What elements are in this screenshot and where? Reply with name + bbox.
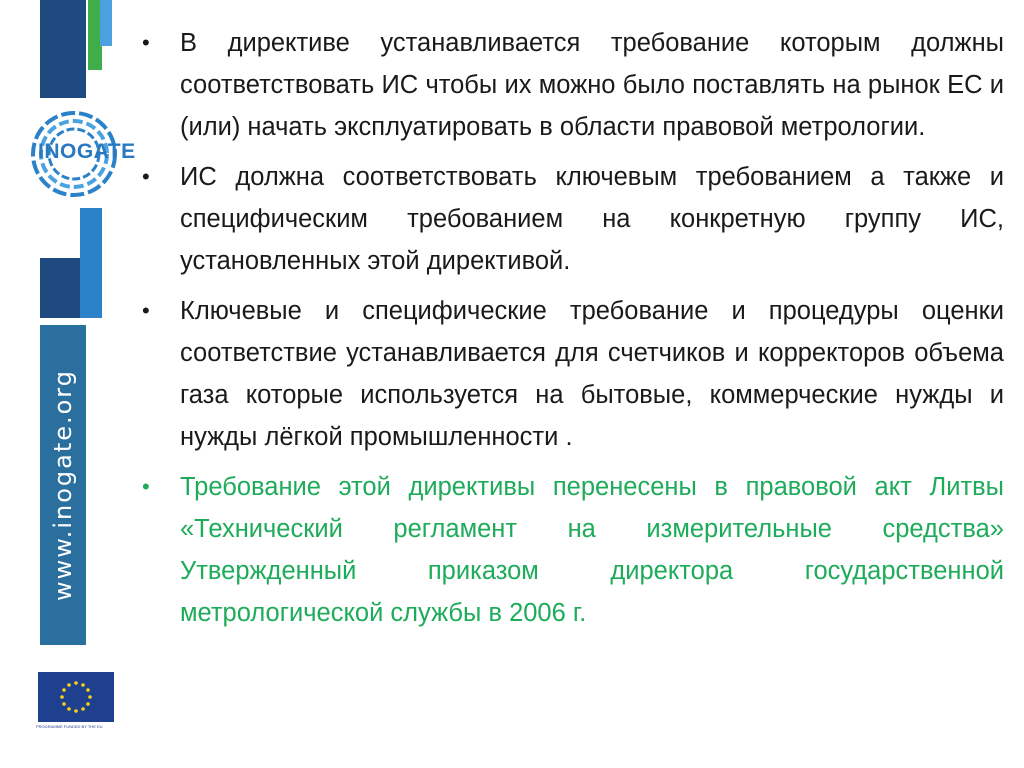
navy-block-top (40, 0, 86, 98)
bullet-text: Требование этой директивы перенесены в правовой акт Литвы «Технический регламент на измерительные средства» Утвержденный приказом директора государственной метрологической службы в 2006 г. (180, 473, 1004, 627)
bullet-text: Ключевые и специфические требование и процедуры оценки соответствие устанавливается для счетчиков и корректоров объема газа которые используется на бытовые, коммерческие нужды и нужды лёгкой промышленности . (180, 297, 1004, 451)
bullet-text: ИС должна соответствовать ключевым требованием а также и специфическим требованием на конкретную группу ИС, установленных этой директивой. (180, 163, 1004, 275)
website-url-band (40, 325, 86, 645)
left-decoration-strip (0, 0, 136, 768)
light-blue-block-top (100, 0, 112, 46)
slide-content (142, 22, 1004, 642)
eu-flag-icon (38, 672, 114, 722)
bullet-item-3 (142, 290, 1004, 458)
bullet-item-1 (142, 22, 1004, 148)
website-url: www.inogate.org (49, 369, 78, 601)
navy-block-middle (40, 258, 80, 318)
eu-stars-icon (38, 672, 114, 722)
inogate-logo-text: INOGATE (38, 140, 136, 163)
bullet-dot: • (142, 164, 150, 189)
bullet-text: В директиве устанавливается требование которым должны соответствовать ИС чтобы их можно было поставлять на рынок ЕС и (или) начать эксплуатировать в области правовой метрологии. (180, 29, 1004, 141)
eu-caption: PROGRAMME FUNDED BY THE EU (36, 724, 103, 729)
bullet-dot: • (142, 30, 150, 55)
blue-block-middle (80, 208, 102, 318)
bullet-item-2 (142, 156, 1004, 282)
bullet-dot: • (142, 474, 150, 499)
bullet-dot: • (142, 298, 150, 323)
bullet-item-4 (142, 466, 1004, 634)
bullet-list (142, 22, 1004, 634)
